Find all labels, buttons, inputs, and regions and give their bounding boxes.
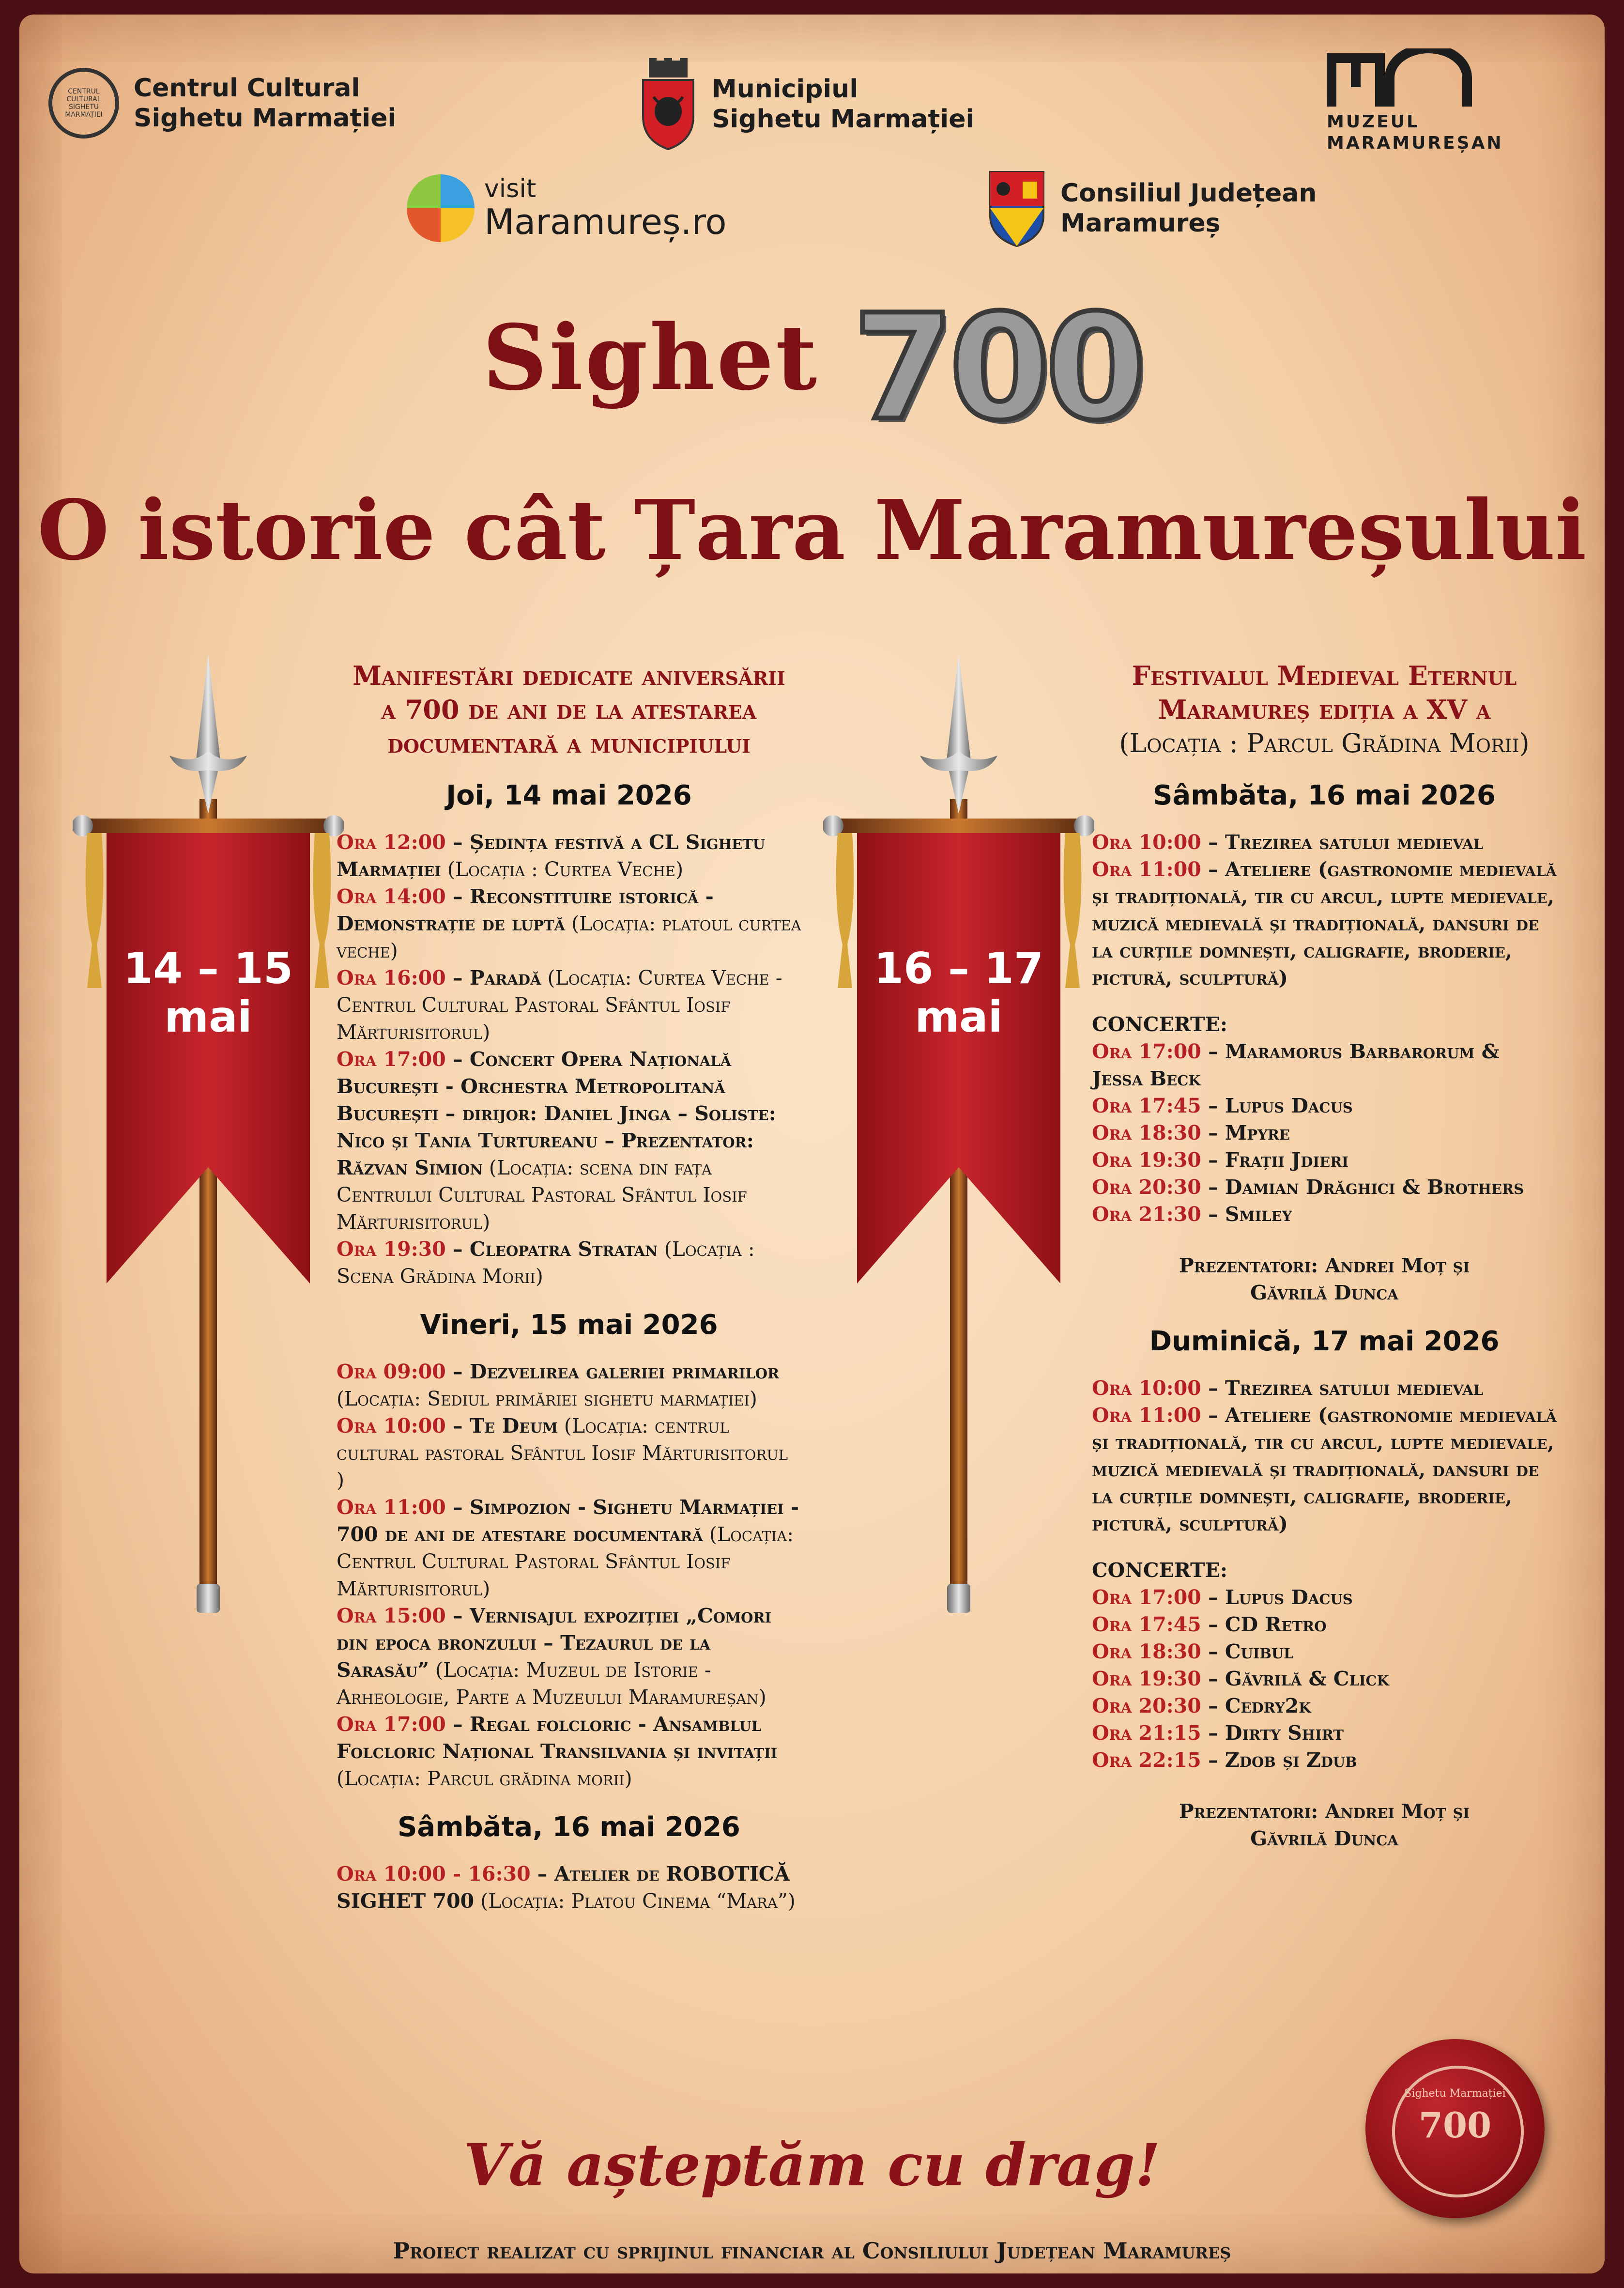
concert-item: Ora 17:00 – Maramorus Barbarorum & Jessa Beck — [1092, 1040, 1500, 1090]
day-title: Sâmbăta, 16 mai 2026 — [398, 1811, 740, 1843]
event-item: Ora 17:00 – Regal folcloric - Ansamblul Folcloric Național Transilvania și invitații (Locația: Parcul grădina morii) — [337, 1713, 778, 1790]
presenters-line2: Găvrilă Dunca — [1250, 1827, 1398, 1850]
day-title: Duminică, 17 mai 2026 — [1149, 1326, 1500, 1357]
mun-line1: Municipiul — [712, 75, 858, 104]
seal-number: 700 — [1418, 2104, 1492, 2146]
title-700: 700 — [853, 283, 1142, 452]
presenters — [1092, 1252, 1557, 1306]
cjm-line1: Consiliul Județean — [1060, 179, 1317, 208]
visit-line1: visit — [484, 174, 536, 203]
cjm-line2: Maramureș — [1060, 209, 1221, 238]
concert-item: Ora 18:30 – Mpyre — [1092, 1121, 1290, 1144]
footer-text: Proiect realizat cu sprijinul financiar al Consiliului Județean Maramureș — [393, 2238, 1231, 2264]
concerts-label: CONCERTE: — [1092, 1013, 1227, 1036]
presenters-line1: Prezentatori: Andrei Moț și — [1179, 1254, 1470, 1277]
consiliul-crest-icon — [988, 170, 1046, 247]
banner-left-month: mai — [164, 992, 252, 1042]
seal-top-text: Sighetu Marmației — [1404, 2087, 1506, 2100]
ccs-line1: Centrul Cultural — [134, 74, 360, 103]
left-heading-2: a 700 de ani de la atestarea — [381, 694, 757, 725]
muzeul-mark-icon — [1327, 48, 1472, 111]
concert-item: Ora 17:00 – Lupus Dacus — [1092, 1586, 1353, 1609]
banner-left — [73, 654, 344, 1615]
visit-maramures-icon — [407, 174, 475, 242]
event-item: Ora 10:00 - 16:30 – Atelier de ROBOTICĂ SIGHET 700 (Locația: Platou Cinema “Mara”) — [337, 1862, 796, 1913]
concert-item: Ora 21:15 – Dirty Shirt — [1092, 1721, 1344, 1745]
banner-right-month: mai — [915, 992, 1003, 1042]
ccs-line2: Sighetu Marmației — [134, 104, 397, 133]
centrul-cultural-seal-icon — [48, 68, 119, 139]
visit-maramures-logo — [407, 174, 727, 242]
poster — [19, 15, 1605, 2273]
event-item: Ora 10:00 – Trezirea satului medieval — [1092, 1376, 1484, 1400]
welcome-text: Vă așteptăm cu drag! — [463, 2131, 1161, 2199]
right-heading-1: Festivalul Medieval Eternul — [1132, 660, 1517, 691]
banner-left-pole-icon — [73, 654, 344, 1613]
banner-right-pole-icon — [823, 654, 1094, 1613]
centrul-cultural-logo — [48, 68, 396, 139]
event-item: Ora 11:00 – Ateliere (gastronomie medievală și tradițională, tir cu arcul, lupte medievale, muzică medievală și tradițională, dansuri de la curțile domnești, caligrafie, broderie, pictură, sculptură) — [1092, 1404, 1557, 1535]
event-item: Ora 11:00 – Simpozion - Sighetu Marmației - 700 de ani de atestare documentară (Locația: Centrul Cultural Pastoral Sfântul Iosif Mărturisitorul) — [337, 1496, 799, 1600]
concert-item: Ora 17:45 – Lupus Dacus — [1092, 1094, 1353, 1117]
day-title: Vineri, 15 mai 2026 — [420, 1309, 718, 1341]
concert-item: Ora 17:45 – CD Retro — [1092, 1613, 1327, 1636]
presenters-line2: Găvrilă Dunca — [1250, 1281, 1398, 1304]
day-title: Joi, 14 mai 2026 — [446, 780, 692, 811]
poster-title — [19, 283, 1605, 452]
right-heading-2: Maramureș ediția a XV a — [1158, 694, 1491, 725]
concert-item: Ora 19:30 – Găvrilă & Click — [1092, 1667, 1389, 1690]
muz-line1: MUZEUL — [1327, 112, 1420, 132]
banner-right — [823, 654, 1094, 1615]
visit-line2: Maramureș.ro — [484, 201, 727, 242]
municipiul-logo — [639, 58, 974, 150]
program-right-column — [1092, 659, 1557, 1852]
event-item: Ora 11:00 – Ateliere (gastronomie medievală și tradițională, tir cu arcul, lupte medievale, muzică medievală și tradițională, dansuri de la curțile domnești, caligrafie, broderie, pictură, sculptură) — [1092, 858, 1557, 989]
concert-item: Ora 20:30 – Cedry2k — [1092, 1694, 1311, 1717]
muzeul-logo — [1327, 48, 1503, 154]
program-left-column — [337, 659, 801, 1915]
presenters-line1: Prezentatori: Andrei Moț și — [1179, 1800, 1470, 1823]
event-item: Ora 09:00 – Dezvelirea galeriei primarilor (Locația: Sediul primăriei sighetu marmației) — [337, 1360, 780, 1410]
muz-line2: MARAMUREȘAN — [1327, 133, 1503, 153]
concert-item: Ora 22:15 – Zdob și Zdub — [1092, 1748, 1357, 1772]
seal-text: CENTRUL CULTURAL SIGHETU MARMAȚIEI — [65, 88, 103, 119]
banner-left-dates: 14 – 15 — [123, 943, 293, 993]
event-item: Ora 10:00 – Trezirea satului medieval — [1092, 831, 1484, 854]
day-title: Sâmbăta, 16 mai 2026 — [1153, 780, 1496, 811]
mun-line2: Sighetu Marmației — [712, 105, 975, 134]
right-location: (Locația : Parcul Grădina Morii) — [1119, 728, 1530, 758]
event-item: Ora 16:00 – Paradă (Locația: Curtea Veche - Centrul Cultural Pastoral Sfântul Iosif Mărturisitorul) — [337, 966, 782, 1044]
concert-item: Ora 18:30 – Cuibul — [1092, 1640, 1294, 1663]
left-heading-1: Manifestări dedicate aniversării — [352, 660, 785, 691]
event-item: Ora 10:00 – Te Deum (Locația: centrul cultural pastoral Sfântul Iosif Mărturisitorul ) — [337, 1414, 788, 1492]
concerts-label: CONCERTE: — [1092, 1559, 1227, 1582]
left-heading-3: documentară a municipiului — [387, 728, 751, 759]
event-item: Ora 14:00 – Reconstituire istorică - Demonstrație de luptă (Locația: platoul curtea veche) — [337, 885, 801, 962]
event-item: Ora 15:00 – Vernisajul expoziției „Comori din epoca bronzului – Tezaurul de la Sarasău” (Locația: Muzeul de Istorie - Arheologie, Parte a Muzeului Maramureșan) — [337, 1604, 772, 1709]
event-item: Ora 19:30 – Cleopatra Stratan (Locația : Scena Grădina Morii) — [337, 1237, 755, 1288]
municipiul-crest-icon — [639, 58, 697, 150]
concert-item: Ora 21:30 – Smiley — [1092, 1203, 1292, 1226]
title-sighet: Sighet — [482, 305, 819, 410]
poster-subtitle: O istorie cât Țara Maramureșului — [37, 482, 1587, 579]
event-item: Ora 12:00 – Ședința festivă a CL Sighetu Marmației (Locația : Curtea Veche) — [337, 831, 766, 881]
banner-right-dates: 16 – 17 — [873, 943, 1044, 993]
consiliul-judetean-logo — [988, 170, 1317, 247]
concert-item: Ora 19:30 – Frații Jdieri — [1092, 1148, 1348, 1172]
concert-item: Ora 20:30 – Damian Drăghici & Brothers — [1092, 1175, 1524, 1199]
presenters — [1092, 1798, 1557, 1852]
event-item: Ora 17:00 – Concert Opera Națională București - Orchestra Metropolitană București – dirijor: Daniel Jinga – Soliste: Nico și Tania Turtureanu – Prezentator: Răzvan Simion (Locația: scena din fața Centrului Cultural Pastoral Sfântul Iosif Mărturisitorul) — [337, 1048, 776, 1234]
